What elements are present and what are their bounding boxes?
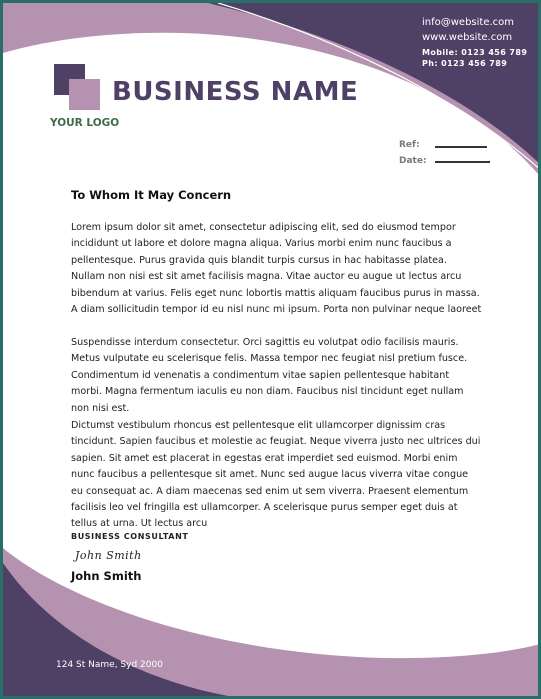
contact-email: info@website.com	[422, 17, 515, 28]
contact-website: www.website.com	[422, 32, 513, 43]
contact-mobile: Mobile: 0123 456 789	[422, 48, 528, 57]
signer-name: John Smith	[71, 569, 142, 583]
business-name: BUSINESS NAME	[112, 77, 359, 107]
logo-text: YOUR LOGO	[50, 117, 120, 129]
date-line	[435, 161, 490, 163]
letter-paragraph-3: Dictumst vestibulum rhoncus est pellentesque elit ullamcorper dignissim cras tincidunt. Sapien faucibus et molestie ac feugiat. Neque viverra justo nec ultrices dui sapien. Sit amet est placerat in egestas erat imperdiet sed euismod. Morbi enim nunc faucibus a pellentesque sit amet. Nunc sed augue lacus viverra vitae congue eu consequat ac. A diam maecenas sed enim ut sem viverra. Praesent elementum facilisis leo vel fringilla est ullamcorper. A scelerisque purus semper eget duis at tellus at urna. Ut lectus arcu	[71, 420, 481, 530]
ref-line	[435, 146, 487, 148]
footer-address: 124 St Name, Syd 2000	[56, 660, 163, 670]
letter-greeting: To Whom It May Concern	[71, 188, 232, 202]
signer-role: BUSINESS CONSULTANT	[71, 532, 189, 541]
letter-paragraph-2: Suspendisse interdum consectetur. Orci sagittis eu volutpat odio facilisis mauris. Metus vulputate eu scelerisque felis. Massa tempor nec feugiat nisl pretium fusce. Condimentum id venenatis a condimentum vitae sapien pellentesque habitant morbi. Magna fermentum iaculis eu non diam. Faucibus nisl tincidunt eget nullam non nisi est.	[71, 337, 468, 414]
date-label: Date:	[399, 156, 427, 166]
contact-phone: Ph: 0123 456 789	[422, 59, 508, 68]
handwritten-signature: John Smith	[75, 549, 142, 562]
ref-label: Ref:	[399, 140, 420, 150]
logo-square-light	[69, 79, 100, 110]
letter-paragraph-1: Lorem ipsum dolor sit amet, consectetur adipiscing elit, sed do eiusmod tempor incididunt ut labore et dolore magna aliqua. Varius morbi enim nunc faucibus a pellentesque. Purus gravida quis blandit turpis cursus in hac habitasse platea. Nullam non nisi est sit amet facilisis magna. Vitae auctor eu augue ut lectus arcu bibendum at varius. Felis eget nunc lobortis mattis aliquam faucibus purus in massa. A diam sollicitudin tempor id eu nisl nunc mi ipsum. Porta non pulvinar neque laoreet	[71, 222, 482, 316]
